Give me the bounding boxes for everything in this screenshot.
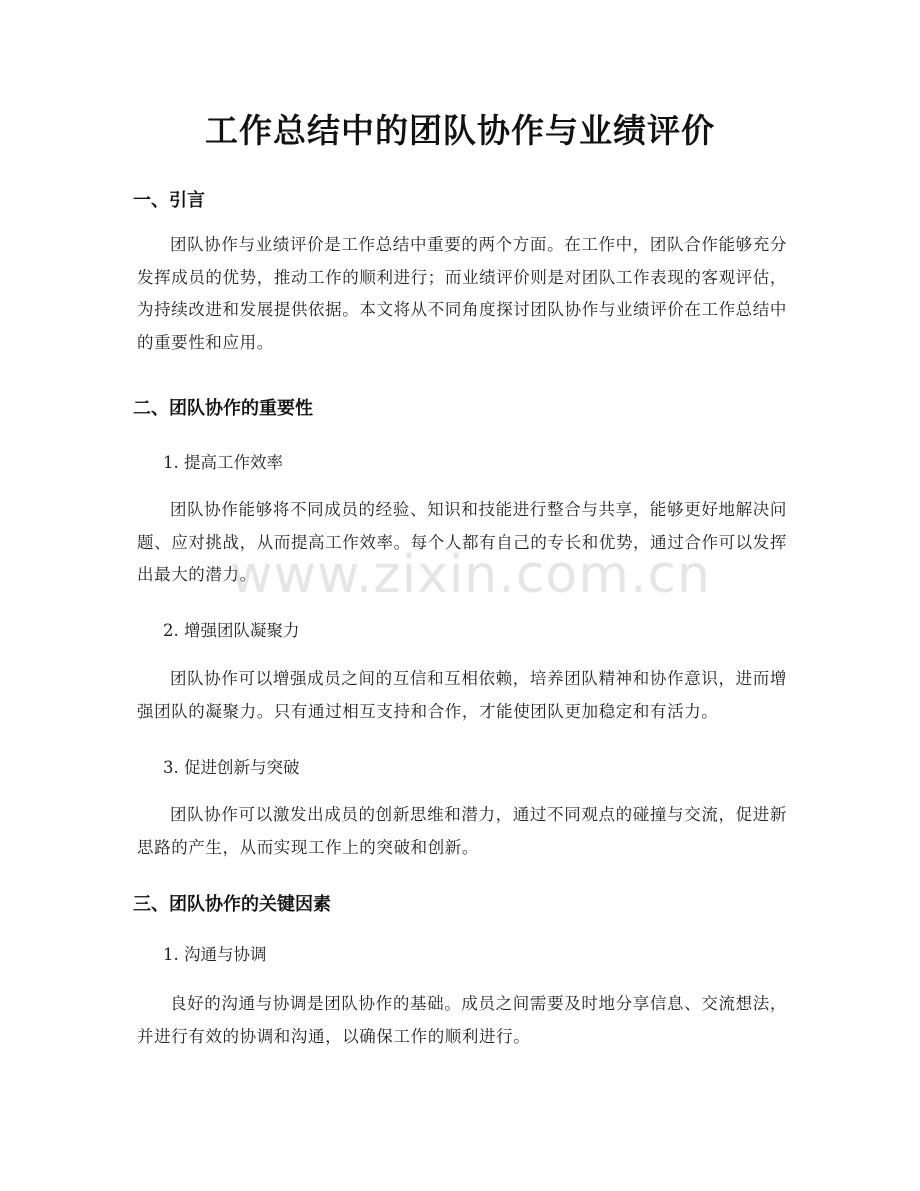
paragraph-cohesion: 团队协作可以增强成员之间的互信和互相依赖，培养团队精神和协作意识，进而增强团队的凝聚力。只有通过相互支持和合作，才能使团队更加稳定和有活力。 bbox=[137, 669, 787, 721]
document-title: 工作总结中的团队协作与业绩评价 bbox=[205, 111, 715, 150]
section-heading-importance: 二、团队协作的重要性 bbox=[133, 398, 313, 419]
paragraph-communication: 良好的沟通与协调是团队协作的基础。成员之间需要及时地分享信息、交流想法，并进行有效的协调和沟通，以确保工作的顺利进行。 bbox=[137, 994, 787, 1046]
watermark-text: www.zixin.com.cn bbox=[230, 545, 711, 605]
subheading-efficiency: 1. 提高工作效率 bbox=[163, 453, 283, 472]
subheading-innovation: 3. 促进创新与突破 bbox=[163, 758, 300, 777]
section-heading-intro: 一、引言 bbox=[133, 190, 205, 211]
subheading-communication: 1. 沟通与协调 bbox=[163, 945, 267, 964]
section-heading-key-factors: 三、团队协作的关键因素 bbox=[133, 894, 331, 915]
paragraph-innovation: 团队协作可以激发出成员的创新思维和潜力，通过不同观点的碰撞与交流，促进新思路的产生，从而实现工作上的突破和创新。 bbox=[137, 805, 787, 857]
subheading-cohesion: 2. 增强团队凝聚力 bbox=[163, 621, 300, 640]
paragraph-efficiency: 团队协作能够将不同成员的经验、知识和技能进行整合与共享，能够更好地解决问题、应对挑战，从而提高工作效率。每个人都有自己的专长和优势，通过合作可以发挥出最大的潜力。 bbox=[137, 500, 787, 584]
paragraph-intro: 团队协作与业绩评价是工作总结中重要的两个方面。在工作中，团队合作能够充分发挥成员的优势，推动工作的顺利进行；而业绩评价则是对团队工作表现的客观评估，为持续改进和发展提供依据。本文将从不同角度探讨团队协作与业绩评价在工作总结中的重要性和应用。 bbox=[137, 235, 787, 352]
